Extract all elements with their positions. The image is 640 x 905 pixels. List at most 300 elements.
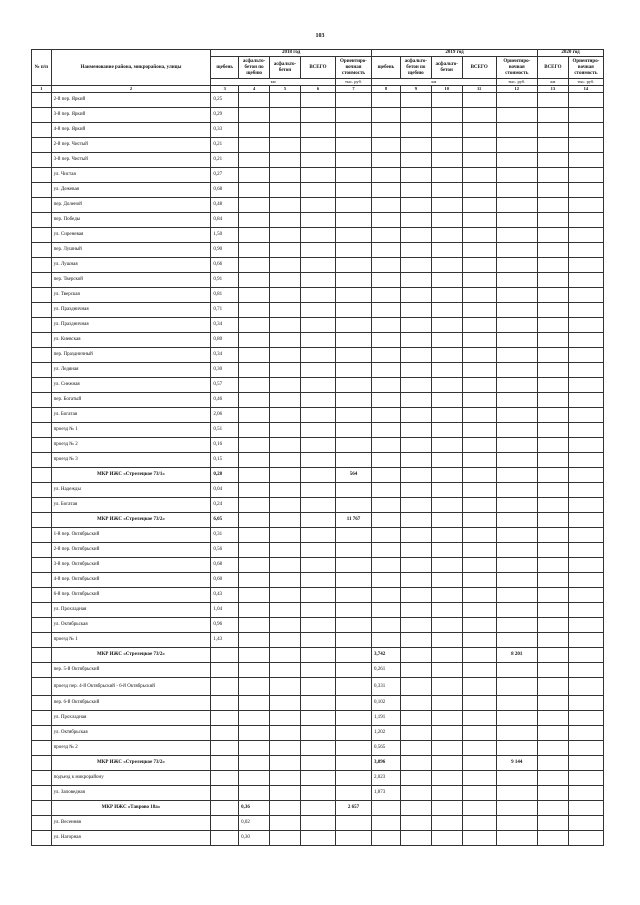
cell-c11	[462, 288, 496, 303]
table-row	[32, 243, 604, 258]
cell-c7	[335, 678, 371, 696]
cell-c5	[270, 423, 301, 438]
cell-c8	[372, 108, 401, 123]
cell-c5	[270, 258, 301, 273]
cell-no	[32, 786, 52, 801]
cell-c10	[431, 711, 462, 726]
cell-c8	[372, 198, 401, 213]
cell-c13	[537, 618, 568, 633]
cell-c14	[568, 93, 603, 108]
cell-c11	[462, 543, 496, 558]
cell-c5	[270, 603, 301, 618]
cell-c8	[372, 348, 401, 363]
cell-c5	[270, 648, 301, 663]
cell-c8	[372, 138, 401, 153]
cell-c6	[300, 438, 335, 453]
cell-c14	[568, 603, 603, 618]
cell-c12	[496, 816, 537, 831]
cell-c13	[537, 123, 568, 138]
cell-c10	[431, 831, 462, 846]
cell-c11	[462, 168, 496, 183]
cell-c3: 0,60	[211, 573, 239, 588]
cell-c4	[239, 711, 270, 726]
roads-table	[31, 49, 604, 846]
cell-c6	[300, 831, 335, 846]
cell-c11	[462, 198, 496, 213]
header-2020-unit-km: км	[537, 79, 568, 86]
cell-c12	[496, 348, 537, 363]
cell-no	[32, 513, 52, 528]
cell-c9	[400, 573, 431, 588]
cell-c13	[537, 303, 568, 318]
cell-c3: 0,30	[211, 363, 239, 378]
cell-c7	[335, 558, 371, 573]
cell-c5	[270, 183, 301, 198]
cell-no	[32, 831, 52, 846]
cell-c7	[335, 543, 371, 558]
cell-c5	[270, 678, 301, 696]
header-2019-unit-rub: тыс. руб.	[496, 79, 537, 86]
cell-name: ул. Ледяная	[51, 363, 211, 378]
cell-c13	[537, 168, 568, 183]
cell-c3: 0,43	[211, 588, 239, 603]
cell-c10	[431, 123, 462, 138]
cell-c12	[496, 618, 537, 633]
cell-c4	[239, 558, 270, 573]
cell-name: МКР ИЖС «Стрелецкое 73/1»	[51, 468, 211, 483]
cell-c9	[400, 663, 431, 678]
cell-c9	[400, 438, 431, 453]
cell-c13	[537, 453, 568, 468]
header-col-name: Наименование района, микрорайона, улицы	[51, 50, 211, 86]
cell-c3: 1,43	[211, 633, 239, 648]
table-row	[32, 348, 604, 363]
cell-name: проезд пер. 4-й Октябрьский - 6-й Октябрьский	[51, 678, 211, 696]
cell-name: 6-й пер. Октябрьский	[51, 588, 211, 603]
cell-c7	[335, 726, 371, 741]
cell-c11	[462, 483, 496, 498]
cell-c13	[537, 243, 568, 258]
cell-c10	[431, 558, 462, 573]
cell-c7	[335, 273, 371, 288]
cell-name: проезд № 2	[51, 438, 211, 453]
column-numbers-row	[32, 86, 604, 93]
cell-c6	[300, 618, 335, 633]
cell-c6	[300, 558, 335, 573]
table-row	[32, 408, 604, 423]
cell-c12	[496, 786, 537, 801]
cell-c14	[568, 648, 603, 663]
cell-name: МКР ИЖС «Таврово 18а»	[51, 801, 211, 816]
cell-c13	[537, 108, 568, 123]
table-row	[32, 423, 604, 438]
cell-c8	[372, 168, 401, 183]
cell-c9	[400, 801, 431, 816]
cell-c5	[270, 801, 301, 816]
cell-c6	[300, 408, 335, 423]
cell-c11	[462, 831, 496, 846]
cell-c5	[270, 573, 301, 588]
cell-c4	[239, 348, 270, 363]
cell-c3	[211, 696, 239, 711]
cell-c10	[431, 543, 462, 558]
cell-c5	[270, 558, 301, 573]
cell-c3: 0,91	[211, 273, 239, 288]
table-row	[32, 213, 604, 228]
cell-c3: 0,28	[211, 468, 239, 483]
table-row	[32, 318, 604, 333]
cell-c3: 0,68	[211, 183, 239, 198]
cell-c13	[537, 786, 568, 801]
header-2018-unit-rub: тыс. руб.	[335, 79, 371, 86]
cell-c8	[372, 513, 401, 528]
cell-c8	[372, 453, 401, 468]
cell-c13	[537, 588, 568, 603]
cell-c3: 0,33	[211, 123, 239, 138]
cell-c9	[400, 243, 431, 258]
table-row	[32, 498, 604, 513]
cell-c5	[270, 393, 301, 408]
cell-c4	[239, 771, 270, 786]
cell-c13	[537, 408, 568, 423]
cell-c11	[462, 438, 496, 453]
cell-no	[32, 363, 52, 378]
cell-c12	[496, 138, 537, 153]
cell-c6	[300, 468, 335, 483]
cell-c3: 0,21	[211, 153, 239, 168]
cell-c10	[431, 243, 462, 258]
table-row	[32, 258, 604, 273]
cell-c4	[239, 588, 270, 603]
cell-c10	[431, 801, 462, 816]
cell-c13	[537, 513, 568, 528]
cell-no	[32, 678, 52, 696]
cell-c5	[270, 243, 301, 258]
cell-c6	[300, 543, 335, 558]
cell-c5	[270, 756, 301, 771]
cell-c9	[400, 648, 431, 663]
cell-c9	[400, 303, 431, 318]
table-row	[32, 273, 604, 288]
cell-c3	[211, 741, 239, 756]
cell-c3: 0,16	[211, 438, 239, 453]
cell-c8	[372, 438, 401, 453]
cell-c3	[211, 831, 239, 846]
cell-c8	[372, 468, 401, 483]
cell-c9	[400, 363, 431, 378]
cell-c5	[270, 378, 301, 393]
cell-c9	[400, 318, 431, 333]
cell-c10	[431, 498, 462, 513]
cell-c3	[211, 648, 239, 663]
cell-no	[32, 711, 52, 726]
cell-c7	[335, 771, 371, 786]
cell-c11	[462, 408, 496, 423]
cell-c12	[496, 558, 537, 573]
cell-no	[32, 543, 52, 558]
cell-c7	[335, 663, 371, 678]
cell-c5	[270, 741, 301, 756]
cell-c7	[335, 393, 371, 408]
cell-c12	[496, 243, 537, 258]
cell-c4	[239, 153, 270, 168]
cell-name: пер. Богатый	[51, 393, 211, 408]
cell-c14	[568, 273, 603, 288]
cell-name: ул. Лушная	[51, 258, 211, 273]
table-row	[32, 228, 604, 243]
cell-no	[32, 123, 52, 138]
cell-c5	[270, 711, 301, 726]
cell-c10	[431, 786, 462, 801]
cell-c7	[335, 363, 371, 378]
cell-c4	[239, 333, 270, 348]
cell-c9	[400, 393, 431, 408]
column-number: 11	[462, 86, 496, 93]
cell-c8	[372, 801, 401, 816]
column-number: 5	[270, 86, 301, 93]
cell-c3: 0,80	[211, 333, 239, 348]
cell-c11	[462, 786, 496, 801]
column-number: 2	[51, 86, 211, 93]
cell-c5	[270, 498, 301, 513]
cell-c11	[462, 711, 496, 726]
cell-no	[32, 816, 52, 831]
cell-c7: 2 657	[335, 801, 371, 816]
cell-c14	[568, 528, 603, 543]
cell-c8: 0,261	[372, 663, 401, 678]
table-row	[32, 168, 604, 183]
table-row	[32, 438, 604, 453]
cell-c11	[462, 558, 496, 573]
table-row	[32, 786, 604, 801]
cell-c3: 6,05	[211, 513, 239, 528]
cell-c9	[400, 741, 431, 756]
cell-c9	[400, 498, 431, 513]
cell-c14	[568, 831, 603, 846]
cell-c13	[537, 363, 568, 378]
cell-c4	[239, 318, 270, 333]
cell-name: проезд № 1	[51, 633, 211, 648]
cell-c7	[335, 438, 371, 453]
header-2020-unit-rub: тыс. руб.	[568, 79, 603, 86]
cell-c4	[239, 618, 270, 633]
cell-name: пер. Победы	[51, 213, 211, 228]
cell-c11	[462, 363, 496, 378]
cell-c11	[462, 108, 496, 123]
table-row	[32, 618, 604, 633]
cell-c12	[496, 183, 537, 198]
table-row	[32, 303, 604, 318]
cell-name: ул. Праздничная	[51, 318, 211, 333]
column-number: 6	[300, 86, 335, 93]
cell-c7	[335, 198, 371, 213]
cell-c7	[335, 633, 371, 648]
cell-c10	[431, 603, 462, 618]
cell-c12	[496, 483, 537, 498]
cell-c13	[537, 528, 568, 543]
cell-no	[32, 333, 52, 348]
table-row	[32, 528, 604, 543]
cell-c11	[462, 153, 496, 168]
cell-no	[32, 498, 52, 513]
cell-c11	[462, 696, 496, 711]
cell-c4	[239, 453, 270, 468]
cell-c7	[335, 711, 371, 726]
cell-c12	[496, 633, 537, 648]
cell-c10	[431, 618, 462, 633]
column-number: 14	[568, 86, 603, 93]
cell-no	[32, 603, 52, 618]
table-row	[32, 633, 604, 648]
cell-c10	[431, 333, 462, 348]
cell-c7	[335, 756, 371, 771]
cell-c8: 0,102	[372, 696, 401, 711]
cell-c8	[372, 573, 401, 588]
column-number: 1	[32, 86, 52, 93]
cell-c8	[372, 258, 401, 273]
cell-c8	[372, 816, 401, 831]
cell-c3	[211, 786, 239, 801]
cell-c4	[239, 363, 270, 378]
cell-c3	[211, 801, 239, 816]
cell-c14	[568, 801, 603, 816]
cell-c11	[462, 243, 496, 258]
cell-c6	[300, 603, 335, 618]
cell-c10	[431, 678, 462, 696]
cell-c12	[496, 678, 537, 696]
cell-c14	[568, 153, 603, 168]
cell-c14	[568, 468, 603, 483]
cell-c5	[270, 513, 301, 528]
cell-c7	[335, 258, 371, 273]
column-number: 4	[239, 86, 270, 93]
table-row	[32, 663, 604, 678]
cell-c5	[270, 303, 301, 318]
column-number: 8	[372, 86, 401, 93]
cell-c11	[462, 228, 496, 243]
cell-c8	[372, 333, 401, 348]
cell-name: 4-й пер. Октябрьский	[51, 573, 211, 588]
cell-c11	[462, 333, 496, 348]
cell-c14	[568, 633, 603, 648]
cell-c7	[335, 93, 371, 108]
cell-c9	[400, 558, 431, 573]
cell-name: ул. Дежевая	[51, 183, 211, 198]
cell-c4	[239, 603, 270, 618]
cell-c5	[270, 696, 301, 711]
cell-c13	[537, 93, 568, 108]
cell-c8	[372, 603, 401, 618]
cell-c5	[270, 138, 301, 153]
cell-no	[32, 138, 52, 153]
cell-c10	[431, 696, 462, 711]
cell-c7	[335, 696, 371, 711]
cell-c8	[372, 243, 401, 258]
cell-c4	[239, 93, 270, 108]
cell-c5	[270, 663, 301, 678]
cell-c6	[300, 318, 335, 333]
cell-c8	[372, 528, 401, 543]
cell-no	[32, 183, 52, 198]
cell-no	[32, 108, 52, 123]
cell-c7	[335, 378, 371, 393]
cell-c9	[400, 483, 431, 498]
table-row	[32, 93, 604, 108]
cell-c3: 0,27	[211, 168, 239, 183]
cell-c9	[400, 93, 431, 108]
cell-c9	[400, 633, 431, 648]
cell-name: 2-й пер. Чистый	[51, 138, 211, 153]
cell-c12	[496, 228, 537, 243]
cell-c6	[300, 771, 335, 786]
cell-c4	[239, 648, 270, 663]
cell-c11	[462, 678, 496, 696]
table-row	[32, 153, 604, 168]
cell-c12	[496, 528, 537, 543]
cell-c3: 0,84	[211, 213, 239, 228]
cell-c14	[568, 243, 603, 258]
cell-c11	[462, 741, 496, 756]
cell-no	[32, 588, 52, 603]
cell-c5	[270, 453, 301, 468]
cell-c10	[431, 318, 462, 333]
cell-no	[32, 528, 52, 543]
page-number: 103	[315, 33, 325, 39]
cell-c11	[462, 423, 496, 438]
header-2018-unit-km: км	[211, 79, 336, 86]
cell-c10	[431, 168, 462, 183]
cell-no	[32, 318, 52, 333]
cell-c5	[270, 831, 301, 846]
cell-c8	[372, 288, 401, 303]
cell-c6	[300, 756, 335, 771]
cell-c3: 0,29	[211, 108, 239, 123]
cell-c6	[300, 801, 335, 816]
cell-c12	[496, 318, 537, 333]
cell-c12	[496, 438, 537, 453]
header-2018-gravel: щебень	[211, 57, 239, 79]
cell-c3: 0,24	[211, 498, 239, 513]
column-number: 10	[431, 86, 462, 93]
cell-c5	[270, 108, 301, 123]
cell-c8: 0,331	[372, 678, 401, 696]
cell-c14	[568, 138, 603, 153]
cell-c6	[300, 183, 335, 198]
cell-c10	[431, 513, 462, 528]
cell-c3: 0,51	[211, 423, 239, 438]
cell-c3	[211, 726, 239, 741]
cell-c13	[537, 648, 568, 663]
cell-c7	[335, 528, 371, 543]
cell-c6	[300, 648, 335, 663]
cell-c10	[431, 816, 462, 831]
cell-c12	[496, 423, 537, 438]
cell-no	[32, 408, 52, 423]
cell-c6	[300, 573, 335, 588]
cell-c3: 1,04	[211, 603, 239, 618]
cell-c5	[270, 618, 301, 633]
cell-c5	[270, 273, 301, 288]
cell-c12	[496, 588, 537, 603]
cell-c9	[400, 771, 431, 786]
cell-c9	[400, 696, 431, 711]
cell-c3	[211, 663, 239, 678]
cell-c14	[568, 663, 603, 678]
cell-c5	[270, 198, 301, 213]
cell-c12	[496, 573, 537, 588]
cell-c5	[270, 483, 301, 498]
cell-c4	[239, 633, 270, 648]
